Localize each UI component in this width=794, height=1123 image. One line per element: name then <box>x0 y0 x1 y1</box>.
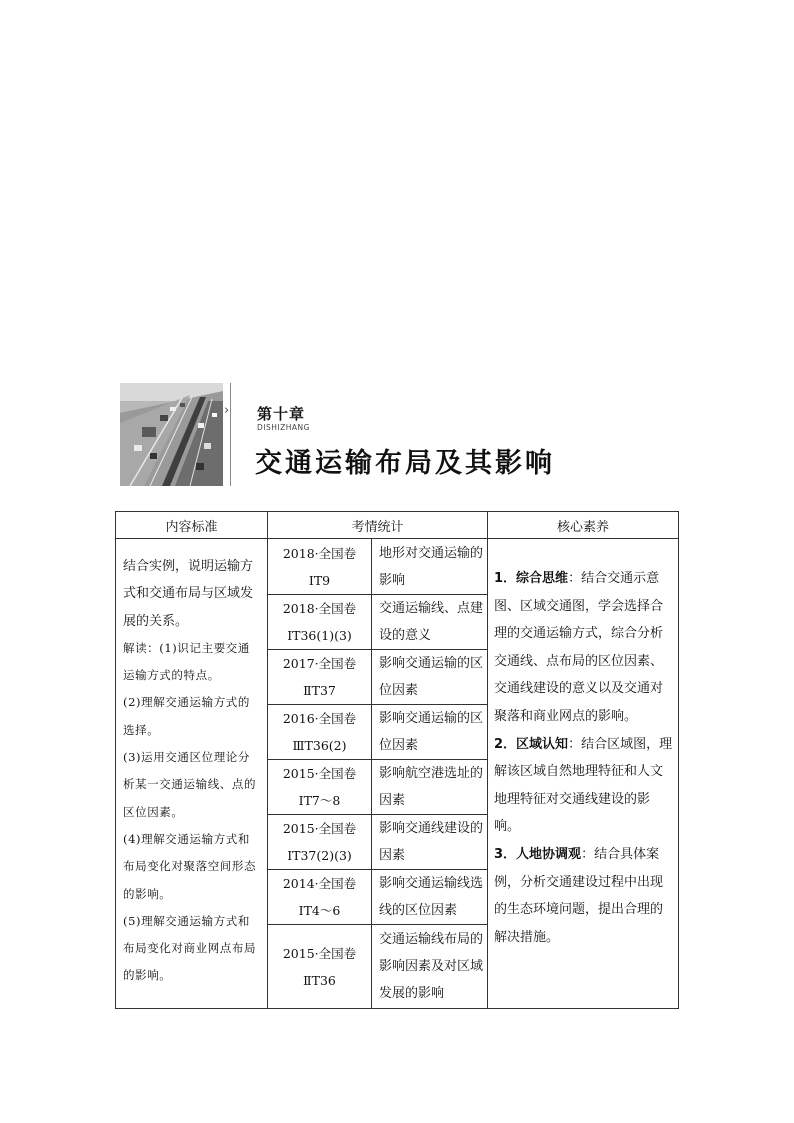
chapter-header <box>120 383 590 488</box>
exam-topic: 影响交通线建设的因素 <box>372 815 488 870</box>
standard-cell <box>116 539 268 1009</box>
chevron-right-icon: › <box>224 403 230 418</box>
chapter-title: 交通运输布局及其影响 <box>255 448 555 479</box>
literacy-item: 2．区域认知：结合区域图，理解该区域自然地理特征和人文地理特征对交通线建设的影响。 <box>494 736 673 835</box>
exam-topic: 影响交通运输线选线的区位因素 <box>372 870 488 925</box>
header-standard: 内容标准 <box>116 512 268 539</box>
literacy-item: 3．人地协调观：结合具体案例，分析交通建设过程中出现的生态环境问题，提出合理的解决措施。 <box>494 846 664 945</box>
exam-paper: 2014·全国卷 ⅠT4～6 <box>268 870 372 925</box>
literacy-item: 1．综合思维：结合交通示意图、区域交通图，学会选择合理的交通运输方式，综合分析交通线、点布局的区位因素、交通线建设的意义以及交通对聚落和商业网点的影响。 <box>494 571 664 724</box>
interpretation-item: 解读：(1)识记主要交通运输方式的特点。 <box>123 640 250 683</box>
header-literacy: 核心素养 <box>488 512 679 539</box>
chapter-number: 第十章 <box>257 405 306 423</box>
exam-topic: 影响航空港选址的因素 <box>372 760 488 815</box>
exam-paper: 2018·全国卷 ⅠT36(1)(3) <box>268 595 372 650</box>
interpretation-item: (4)理解交通运输方式和布局变化对聚落空间形态的影响。 <box>123 831 257 901</box>
exam-topic: 影响交通运输的区位因素 <box>372 650 488 705</box>
exam-paper: 2018·全国卷 ⅠT9 <box>268 539 372 595</box>
exam-paper: 2015·全国卷 ⅠT7～8 <box>268 760 372 815</box>
interpretation-item: (2)理解交通运输方式的选择。 <box>123 695 250 737</box>
interpretation-item: (3)运用交通区位理论分析某一交通运输线、点的区位因素。 <box>123 750 257 819</box>
header-exam: 考情统计 <box>268 512 488 539</box>
exam-topic: 影响交通运输的区位因素 <box>372 705 488 760</box>
exam-paper: 2016·全国卷 ⅢT36(2) <box>268 705 372 760</box>
table-row <box>116 539 679 595</box>
exam-topic: 交通运输线、点建设的意义 <box>372 595 488 650</box>
highway-photo <box>120 383 223 486</box>
interpretation-item: (5)理解交通运输方式和布局变化对商业网点布局的影响。 <box>123 913 257 983</box>
syllabus-table <box>115 511 679 1009</box>
exam-paper: 2017·全国卷 ⅡT37 <box>268 650 372 705</box>
exam-paper: 2015·全国卷 ⅠT37(2)(3) <box>268 815 372 870</box>
literacy-cell <box>488 539 679 1009</box>
table-header-row <box>116 512 679 539</box>
exam-topic: 交通运输线布局的影响因素及对区域发展的影响 <box>372 925 488 1009</box>
exam-paper: 2015·全国卷 ⅡT36 <box>268 925 372 1009</box>
exam-topic: 地形对交通运输的影响 <box>372 539 488 595</box>
chapter-pinyin: DISHIZHANG <box>257 423 310 432</box>
header-divider <box>230 383 231 486</box>
standard-intro: 结合实例，说明运输方式和交通布局与区域发展的关系。 <box>123 559 254 629</box>
